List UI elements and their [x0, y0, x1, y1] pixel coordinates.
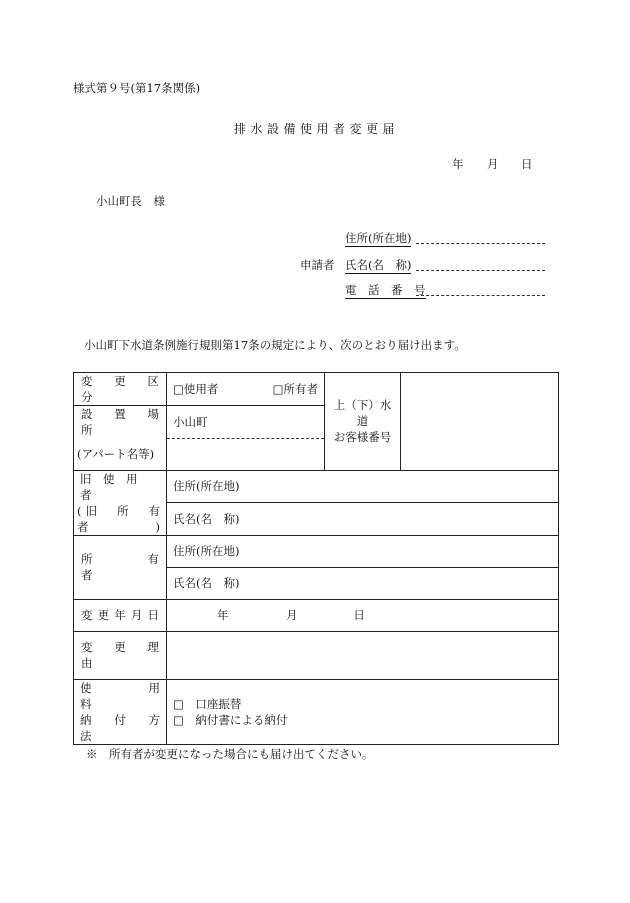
customer-number-field[interactable] [401, 373, 559, 471]
option-user-checkbox[interactable]: □使用者 [173, 382, 219, 396]
apartment-label: (アパート名等) [74, 438, 167, 470]
fee-method-options[interactable] [167, 679, 559, 744]
fee-label-line1: 使 用 料 [80, 680, 183, 711]
change-date-day: 日 [353, 608, 365, 622]
change-date-month: 月 [286, 608, 298, 622]
applicant-name-line[interactable] [416, 270, 545, 271]
fee-option-payment-slip[interactable]: □ 納付書による納付 [173, 712, 288, 727]
fee-label-line2: 納 付 方 法 [80, 712, 172, 743]
customer-number-line2: お客様番号 [333, 430, 392, 445]
old-user-label [74, 470, 172, 535]
location-label: 設 置 場 所 [74, 406, 167, 439]
old-user-label-line1: 旧 使 用 者 [80, 471, 149, 502]
change-form-table [73, 372, 559, 745]
change-type-label: 変 更 区 分 [74, 373, 167, 406]
form-number: 様式第９号(第17条関係) [73, 81, 201, 95]
old-user-name-field[interactable]: 氏名(名 称) [167, 503, 559, 536]
apartment-field[interactable] [167, 438, 325, 470]
applicant-address-line[interactable] [416, 243, 545, 244]
fee-method-label [74, 679, 183, 744]
change-date-label: 変更年月日 [74, 599, 167, 631]
footnote: ※ 所有者が変更になった場合にも届け出てください。 [86, 747, 374, 761]
applicant-name-label: 氏名(名 称) [345, 258, 412, 272]
applicant-phone-line[interactable] [416, 295, 545, 296]
addressee: 小山町長 様 [96, 194, 165, 208]
intro-text: 小山町下水道条例施行規則第17条の規定により、次のとおり届け出ます。 [84, 338, 466, 352]
option-owner-checkbox[interactable]: □所有者 [272, 382, 318, 396]
location-field[interactable]: 小山町 [167, 406, 325, 439]
customer-number-label [325, 373, 401, 471]
owner-address-field[interactable]: 住所(所在地) [167, 535, 559, 567]
applicant-phone-label: 電 話 番 号 [345, 283, 426, 297]
reason-field[interactable] [167, 631, 559, 679]
date-month: 月 [487, 157, 499, 171]
change-date-field[interactable] [167, 599, 559, 631]
owner-label: 所 有 者 [74, 535, 167, 599]
old-user-label-line2: (旧 所 有 者) [77, 503, 172, 534]
date-day: 日 [521, 157, 533, 171]
applicant-address-label: 住所(所在地) [345, 231, 412, 245]
old-user-address-field[interactable]: 住所(所在地) [167, 470, 559, 503]
reason-label: 変 更 理 由 [74, 631, 167, 679]
date-year: 年 [452, 157, 464, 171]
change-type-options[interactable] [167, 373, 325, 406]
owner-name-field[interactable]: 氏名(名 称) [167, 567, 559, 599]
fee-option-account-transfer[interactable]: □ 口座振替 [173, 696, 242, 711]
change-date-year: 年 [217, 608, 229, 622]
page-title: 排水設備使用者変更届 [234, 122, 400, 136]
customer-number-line1: 上（下）水道 [333, 398, 392, 429]
applicant-label: 申請者 [300, 258, 335, 272]
